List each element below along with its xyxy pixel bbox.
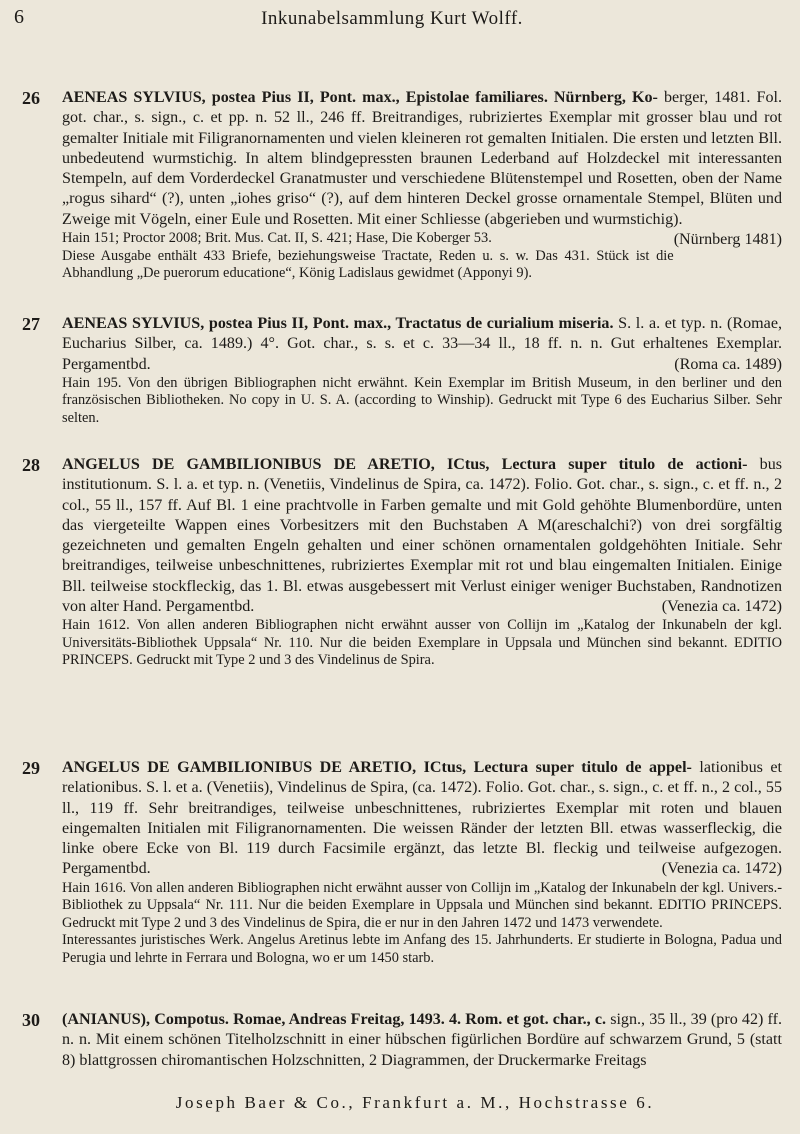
entry-text	[62, 1010, 782, 1071]
entry-title: ANGELUS DE GAMBILIONIBUS DE ARETIO, ICtus, Lectura super titulo de actioni-	[62, 456, 748, 473]
entry-note: Diese Ausgabe enthält 433 Briefe, beziehungsweise Tractate, Reden u. s. w. Das 431. Stück ist die Abhandlung „De puerorum educatione“, König Ladislaus gewidmet (Apponyi 9).	[62, 247, 674, 282]
catalog-entry-26	[22, 88, 782, 283]
publisher-imprint: Joseph Baer & Co., Frankfurt a. M., Hochstrasse 6.	[175, 1093, 655, 1112]
entry-number: 29	[22, 758, 40, 778]
entry-body: S. l. a. et typ. n. (Romae, Eucharius Silber, ca. 1489.) 4°. Got. char., s. s. et c. 33—34 ll., 18 ff. n. n. Gut erhaltenes Exemplar. Pergamentbd.	[62, 315, 782, 373]
entry-place: (Roma ca. 1489)	[674, 355, 782, 373]
page-header	[14, 6, 770, 32]
catalog-entry-30	[22, 1010, 782, 1071]
entry-body: berger, 1481. Fol. got. char., s. sign., c. et pp. n. 52 ll., 246 ff. Breitrandiges, rubriziertes Exemplar mit grosser blau und rot gemalter Initiale mit Filigranornamenten und vielen kleineren rot gemalten Initialen. Die ersten und letzten Bll. unbedeutend wurmstichig. In altem blindgepressten braunen Lederband auf Holzdeckel mit interessanten Stempeln, auf dem Vorderdeckel Granatmuster und verschiedene Blütenstempel und Rosetten, oben der Name „rogus sihard“ (?), unten „iohes griso“ (?), auf dem hinteren Deckel grosse ornamentale Stempel, Blüten und Zweige mit Vögeln, einer Eule und Rosetten. Mit einer Schliesse (abgerieben und wurmstichig).	[62, 89, 783, 228]
entry-place: (Venezia ca. 1472)	[661, 598, 782, 616]
entry-body: lationibus et relationibus. S. l. et a. (Venetiis), Vindelinus de Spira, (ca. 1472). Folio. Got. char., s. sign., c. et ff. n., 2 col., 55 ll., 119 ff. Sehr breitrandiges, teilweise unbeschnittenes, rubriziertes Exemplar mit roten und blauen eingemalten Initialen mit Filigranornamenten. Die weissen Ränder der letzten Bll. etwas wasserfleckig, die linke obere Ecke von Bl. 119 durch Facsimile ergänzt, das letzte Bl. fleckig und teilweise aufgezogen. Pergamentbd.	[62, 759, 782, 878]
entry-note: Hain 151; Proctor 2008; Brit. Mus. Cat. II, S. 421; Hase, Die Koberger 53.	[62, 230, 492, 247]
entry-title: AENEAS SYLVIUS, postea Pius II, Pont. max., Tractatus de curialium miseria.	[62, 315, 614, 332]
entry-title: ANGELUS DE GAMBILIONIBUS DE ARETIO, ICtus, Lectura super titulo de appel-	[62, 759, 692, 776]
catalog-entry-27	[22, 314, 782, 427]
running-head: Inkunabelsammlung Kurt Wolff.	[261, 8, 523, 29]
entry-text	[62, 455, 782, 617]
entry-title: (ANIANUS), Compotus. Romae, Andreas Freitag, 1493. 4. Rom. et got. char., c.	[62, 1011, 607, 1028]
entry-note: Interessantes juristisches Werk. Angelus Aretinus lebte im Anfang des 15. Jahrhunderts. Er studierte in Bologna, Padua und Perugia und lehrte in Ferrara und Bologna, wo er um 1450 starb.	[62, 932, 782, 966]
entry-place: (Venezia ca. 1472)	[661, 860, 782, 878]
entry-note: Hain 1612. Von allen anderen Bibliographen nicht erwähnt ausser von Collijn im „Katalog der Inkunabeln der kgl. Universitäts-Bibliothek Uppsala“ Nr. 110. Nur die beiden Exemplare in Uppsala und München sind bekannt. EDITIO PRINCEPS. Gedruckt mit Type 2 und 3 des Vindelinus de Spira.	[62, 617, 782, 669]
page-number: 6	[14, 6, 24, 28]
entry-body: bus institutionum. S. l. a. et typ. n. (Venetiis, Vindelinus de Spira, ca. 1472). Folio. Got. char., s. sign., c. et ff. n., 2 col., 55 ll., 157 ff. Auf Bl. 1 eine prachtvolle in Farben gemalte und mit Gold gehöhte Blumenbordüre, unten das viergeteilte Wappen eines Vorbesitzers mit den Buchstaben A M(areschalchi?) von drei sorgfältig gezeichneten und gemalten Engeln gehalten und einer schönen ornamentalen goldgehöhten Initiale. Sehr breitrandiges, teilweise unbeschnittenes, rubriziertes Exemplar mit rot und blau eingemalten Initialen. Einige Bll. teilweise stockfleckig, das 1. Bl. etwas ausgebessert mit Verlust einiger weniger Buchstaben, Randnotizen von alter Hand. Pergamentbd.	[62, 456, 782, 616]
entry-note: Hain 195. Von den übrigen Bibliographen nicht erwähnt. Kein Exemplar im British Museum, in den berliner und den französischen Bibliotheken. No copy in U. S. A. (according to Winship). Gedruckt mit Type 6 des Eucharius Silber. Sehr selten.	[62, 374, 782, 426]
page-footer	[60, 1093, 770, 1113]
entry-text	[62, 758, 782, 880]
entry-number: 30	[22, 1010, 40, 1030]
entry-text	[62, 314, 782, 375]
entry-title: AENEAS SYLVIUS, postea Pius II, Pont. max., Epistolae familiares. Nürnberg, Ko-	[62, 89, 658, 106]
catalog-entry-28	[22, 455, 782, 670]
entry-number: 28	[22, 455, 40, 475]
entry-number: 26	[22, 88, 40, 108]
catalog-entry-29	[22, 758, 782, 967]
entry-body: sign., 35 ll., 39 (pro 42) ff. n. n. Mit einem schönen Titelholzschnitt in einer hübschen figürlichen Bordüre auf schwarzem Grund, 5 (statt 8) blattgrossen chiromantischen Holzschnitten, 2 Diagrammen, der Druckermarke Freitags	[62, 1011, 782, 1069]
entry-note: Hain 1616. Von allen anderen Bibliographen nicht erwähnt ausser von Collijn im „Katalog der Inkunabeln der kgl. Univers.-Bibliothek zu Uppsala“ Nr. 111. Nur die beiden Exemplare in Uppsala und München sind bekannt. EDITIO PRINCEPS. Gedruckt mit Type 2 und 3 des Vindelinus de Spira, die er nur in den Jahren 1472 und 1473 verwendete.	[62, 879, 782, 931]
entry-place: (Nürnberg 1481)	[673, 231, 782, 249]
entry-number: 27	[22, 314, 40, 334]
